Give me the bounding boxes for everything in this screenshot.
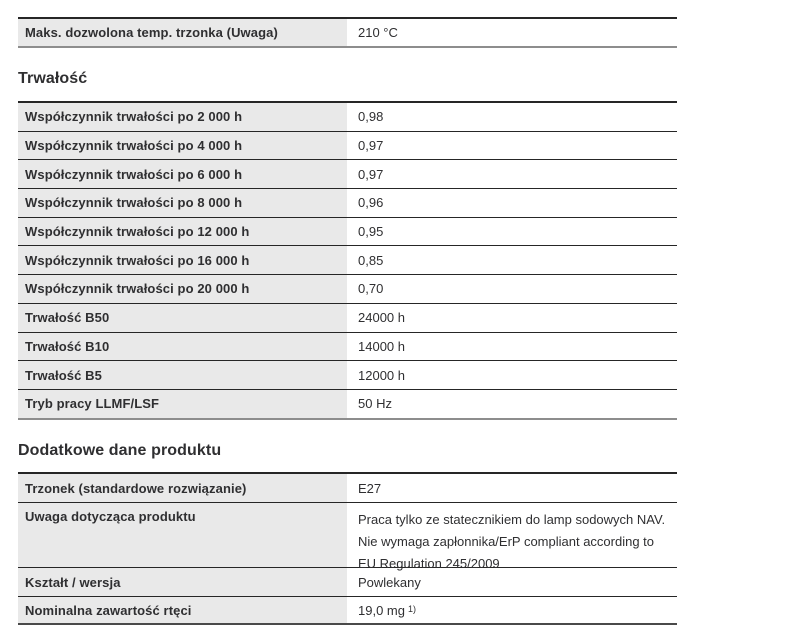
spec-value: Powlekany bbox=[358, 574, 421, 590]
spec-value: 12000 h bbox=[358, 367, 405, 383]
product-note-line: Praca tylko ze statecznikiem do lamp sodowych NAV. bbox=[358, 512, 666, 527]
spec-label: Trwałość B5 bbox=[18, 361, 347, 389]
table-row bbox=[18, 304, 677, 333]
spec-label: Współczynnik trwałości po 6 000 h bbox=[18, 160, 347, 188]
product-note-text bbox=[358, 509, 665, 575]
spec-label: Maks. dozwolona temp. trzonka (Uwaga) bbox=[18, 19, 347, 46]
spec-label: Kształt / wersja bbox=[18, 568, 347, 596]
spec-label: Współczynnik trwałości po 16 000 h bbox=[18, 246, 347, 274]
footnote-marker: 1) bbox=[407, 603, 416, 614]
spec-label: Współczynnik trwałości po 4 000 h bbox=[18, 132, 347, 160]
table-row bbox=[18, 275, 677, 304]
spec-value: 14000 h bbox=[358, 338, 405, 354]
product-note-line: EU Regulation 245/2009 bbox=[358, 556, 500, 571]
table-row bbox=[18, 361, 677, 390]
spec-label: Uwaga dotycząca produktu bbox=[18, 503, 347, 567]
product-note-line: Nie wymaga zapłonnika/ErP compliant according to bbox=[358, 534, 655, 549]
section-heading-trwalosc: Trwałość bbox=[18, 70, 88, 87]
mercury-content-value: 19,0 mg bbox=[358, 602, 405, 618]
spec-label: Trwałość B50 bbox=[18, 304, 347, 332]
spec-value: 0,95 bbox=[358, 224, 384, 240]
spec-label: Trzonek (standardowe rozwiązanie) bbox=[18, 474, 347, 502]
spec-label: Współczynnik trwałości po 2 000 h bbox=[18, 103, 347, 131]
table-row bbox=[18, 160, 677, 189]
spec-value: 50 Hz bbox=[358, 396, 392, 412]
spec-value bbox=[347, 503, 677, 571]
table-row bbox=[18, 333, 677, 362]
max-base-temp-table bbox=[18, 17, 677, 48]
spec-value: 0,97 bbox=[358, 166, 384, 182]
table-row bbox=[18, 503, 677, 571]
spec-value: E27 bbox=[358, 480, 382, 496]
spec-value: 0,70 bbox=[358, 281, 384, 297]
table-row bbox=[18, 246, 677, 275]
spec-label: Tryb pracy LLMF/LSF bbox=[18, 390, 347, 418]
table-row bbox=[18, 132, 677, 161]
spec-value: 0,98 bbox=[358, 109, 384, 125]
table-row bbox=[18, 19, 677, 48]
spec-label: Trwałość B10 bbox=[18, 333, 347, 361]
section-heading-dodatkowe: Dodatkowe dane produktu bbox=[18, 442, 222, 459]
table-row bbox=[18, 597, 677, 625]
spec-value: 0,97 bbox=[358, 138, 384, 154]
spec-label: Współczynnik trwałości po 12 000 h bbox=[18, 218, 347, 246]
table-row bbox=[18, 474, 677, 503]
table-row bbox=[18, 218, 677, 247]
spec-value bbox=[347, 597, 677, 623]
spec-label: Współczynnik trwałości po 20 000 h bbox=[18, 275, 347, 303]
additional-data-table bbox=[18, 472, 677, 625]
table-row bbox=[18, 189, 677, 218]
spec-label: Nominalna zawartość rtęci bbox=[18, 597, 347, 623]
spec-value: 0,96 bbox=[358, 195, 384, 211]
spec-value: 0,85 bbox=[358, 252, 384, 268]
table-row bbox=[18, 390, 677, 420]
spec-value: 24000 h bbox=[358, 310, 405, 326]
spec-label: Współczynnik trwałości po 8 000 h bbox=[18, 189, 347, 217]
spec-value: 210 °C bbox=[358, 25, 398, 40]
lifetime-table bbox=[18, 101, 677, 420]
table-row bbox=[18, 103, 677, 132]
table-row bbox=[18, 568, 677, 597]
